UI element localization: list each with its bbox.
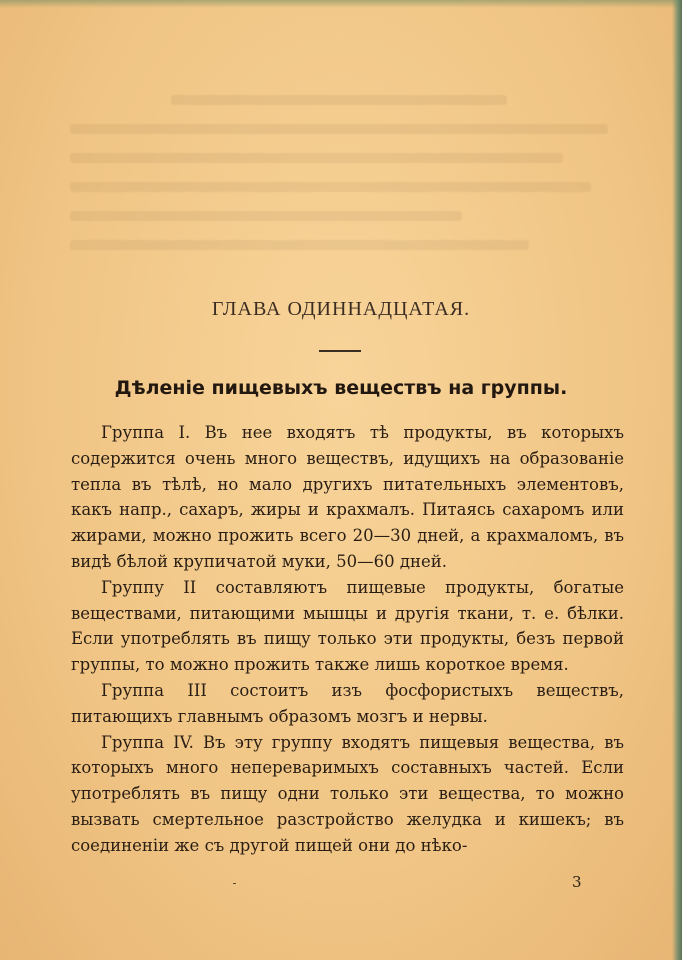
chapter-title: ГЛАВА ОДИННАДЦАТАЯ. [211, 298, 471, 320]
page-top-edge [0, 0, 682, 8]
paragraph-group-3: Группа III состоитъ изъ фосфористыхъ веществъ, питающихъ главнымъ образомъ мозгъ и нервы. [71, 680, 624, 726]
ink-speck [233, 883, 236, 884]
page-right-edge [672, 0, 682, 960]
bleed-through-text [70, 95, 630, 265]
paragraph-group-1: Группа I. Въ нее входятъ тѣ продукты, въ которыхъ содержится очень много веществъ, идущихъ на образованіе тепла въ тѣлѣ, но мало другихъ питательныхъ элементовъ, какъ напр., сахаръ, жиры и крахмалъ. Питаясь сахаромъ или жирами, можно прожить всего 20—30 дней, а крахмаломъ, въ видѣ бѣлой крупичатой муки, 50—60 дней. [71, 423, 624, 571]
paragraph-group-2: Группу II составляютъ пищевые продукты, богатые веществами, питающими мышцы и другія ткани, т. е. бѣлки. Если употреблять въ пищу только эти продукты, безъ первой группы, то можно прожить также лишь короткое время. [71, 577, 624, 675]
title-divider [319, 350, 361, 352]
body-text [71, 420, 624, 859]
paragraph-group-4: Группа IV. Въ эту группу входятъ пищевыя вещества, въ которыхъ много непереваримыхъ составныхъ частей. Если употреблять въ пищу одни только эти вещества, то можно вызвать смертельное разстройство желудка и кишекъ; въ соединеніи же съ другой пищей они до нѣко- [71, 732, 624, 855]
page-number: 3 [572, 873, 582, 891]
section-title: Дѣленіе пищевыхъ веществъ на группы. [114, 377, 568, 399]
